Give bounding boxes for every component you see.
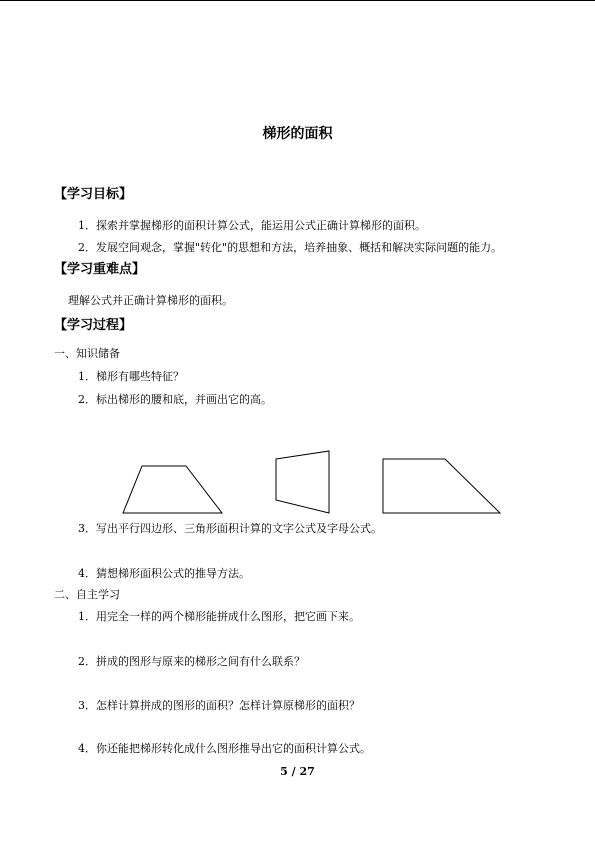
trapezoid-isosceles: [123, 466, 222, 513]
trapezoid-right-angle: [383, 459, 500, 513]
part1-heading: 一、知识储备: [54, 347, 120, 360]
section-heading-process: 【学习过程】: [54, 318, 133, 333]
part1-item-4: 4．猜想梯形面积公式的推导方法。: [78, 567, 250, 580]
goal-item-1: 1．探索并掌握梯形的面积计算公式，能运用公式正确计算梯形的面积。: [78, 219, 426, 232]
trapezoid-vertical: [276, 451, 329, 513]
part2-item-4: 4．你还能把梯形转化成什么图形推导出它的面积计算公式。: [78, 742, 371, 755]
section-heading-key-points: 【学习重难点】: [54, 262, 146, 277]
part1-item-2: 2．标出梯形的腰和底，并画出它的高。: [78, 393, 272, 406]
goal-item-2: 2．发展空间观念，掌握"转化"的思想和方法，培养抽象、概括和解决实际问题的能力。: [78, 241, 503, 254]
part1-item-3: 3．写出平行四边形、三角形面积计算的文字公式及字母公式。: [78, 522, 382, 535]
key-points-text: 理解公式并正确计算梯形的面积。: [68, 294, 233, 307]
section-heading-goals: 【学习目标】: [54, 187, 133, 202]
page-title: 梯形的面积: [262, 126, 333, 142]
part2-item-3: 3．怎样计算拼成的图形的面积？怎样计算原梯形的面积？: [78, 699, 360, 712]
page-number: 5 / 27: [280, 765, 315, 778]
part2-item-2: 2．拼成的图形与原来的梯形之间有什么联系？: [78, 655, 305, 668]
part2-heading: 二、自主学习: [54, 588, 120, 601]
part2-item-1: 1．用完全一样的两个梯形能拼成什么图形，把它画下来。: [78, 610, 360, 623]
part1-item-1: 1．梯形有哪些特征？: [78, 370, 184, 383]
